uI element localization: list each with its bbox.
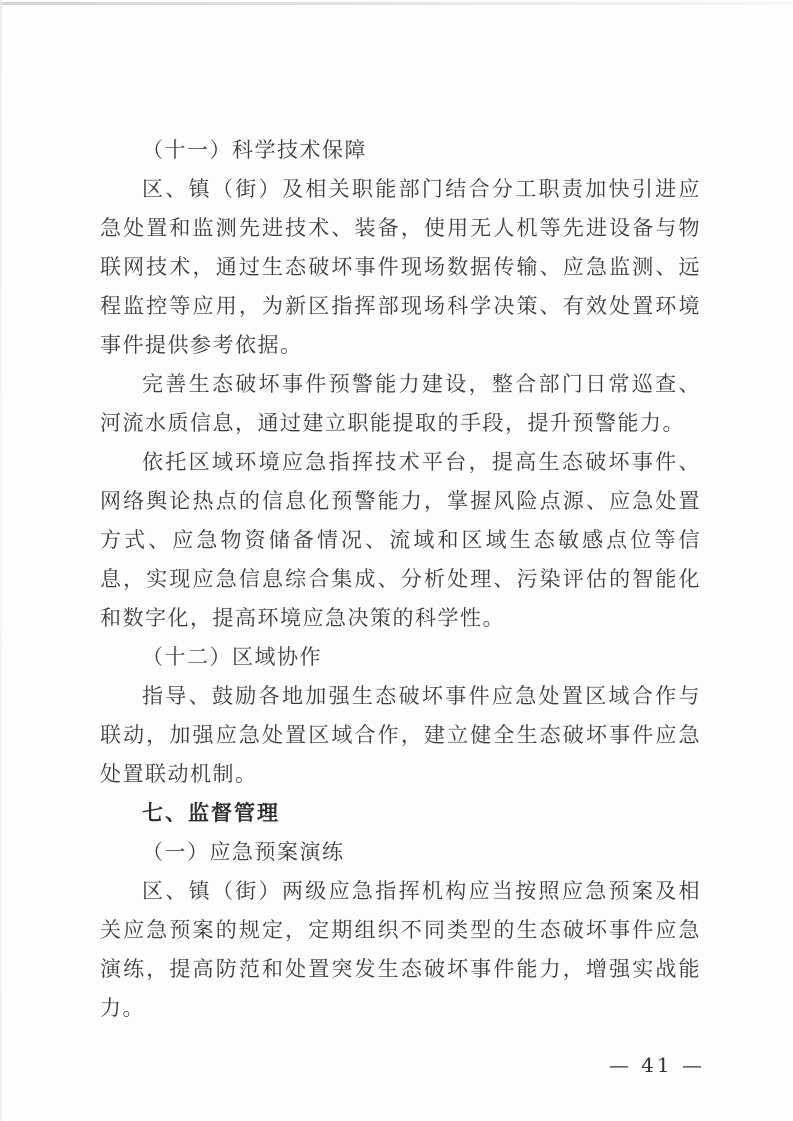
section-subheading-1-emergency-plan-drill: （一）应急预案演练	[142, 840, 345, 864]
scan-artifact-top-edge	[0, 2, 793, 5]
paragraph-early-warning-capability: 完善生态破坏事件预警能力建设，整合部门日常巡查、河流水质信息，通过建立职能提取的手段，提升预警能力。	[100, 372, 701, 435]
section-subheading-12-regional-cooperation: （十二）区域协作	[142, 645, 322, 669]
paragraph-tech-equipment: 区、镇（街）及相关职能部门结合分工职责加快引进应急处置和监测先进技术、装备，使用无人机等先进设备与物联网技术，通过生态破坏事件现场数据传输、应急监测、远程监控等应用，为新区指挥部现场科学决策、有效处置环境事件提供参考依据。	[100, 177, 701, 357]
paragraph-emergency-drill-requirements: 区、镇（街）两级应急指挥机构应当按照应急预案及相关应急预案的规定，定期组织不同类型的生态破坏事件应急演练，提高防范和处置突发生态破坏事件能力，增强实战能力。	[100, 879, 701, 1020]
section-subheading-11-science-tech-support: （十一）科学技术保障	[142, 138, 367, 162]
paragraph-emergency-command-platform: 依托区域环境应急指挥技术平台，提高生态破坏事件、网络舆论热点的信息化预警能力，掌握风险点源、应急处置方式、应急物资储备情况、流域和区域生态敏感点位等信息，实现应急信息综合集成、分析处理、污染评估的智能化和数字化，提高环境应急决策的科学性。	[100, 450, 701, 630]
page-number: — 41 —	[608, 1053, 705, 1077]
chapter-heading-7-supervision-management: 七、监督管理	[142, 801, 280, 825]
document-body	[100, 131, 701, 1028]
scan-artifact-left-edge	[0, 0, 2, 1121]
paragraph-regional-cooperation-mechanism: 指导、鼓励各地加强生态破坏事件应急处置区域合作与联动，加强应急处置区域合作，建立健全生态破坏事件应急处置联动机制。	[100, 684, 701, 786]
